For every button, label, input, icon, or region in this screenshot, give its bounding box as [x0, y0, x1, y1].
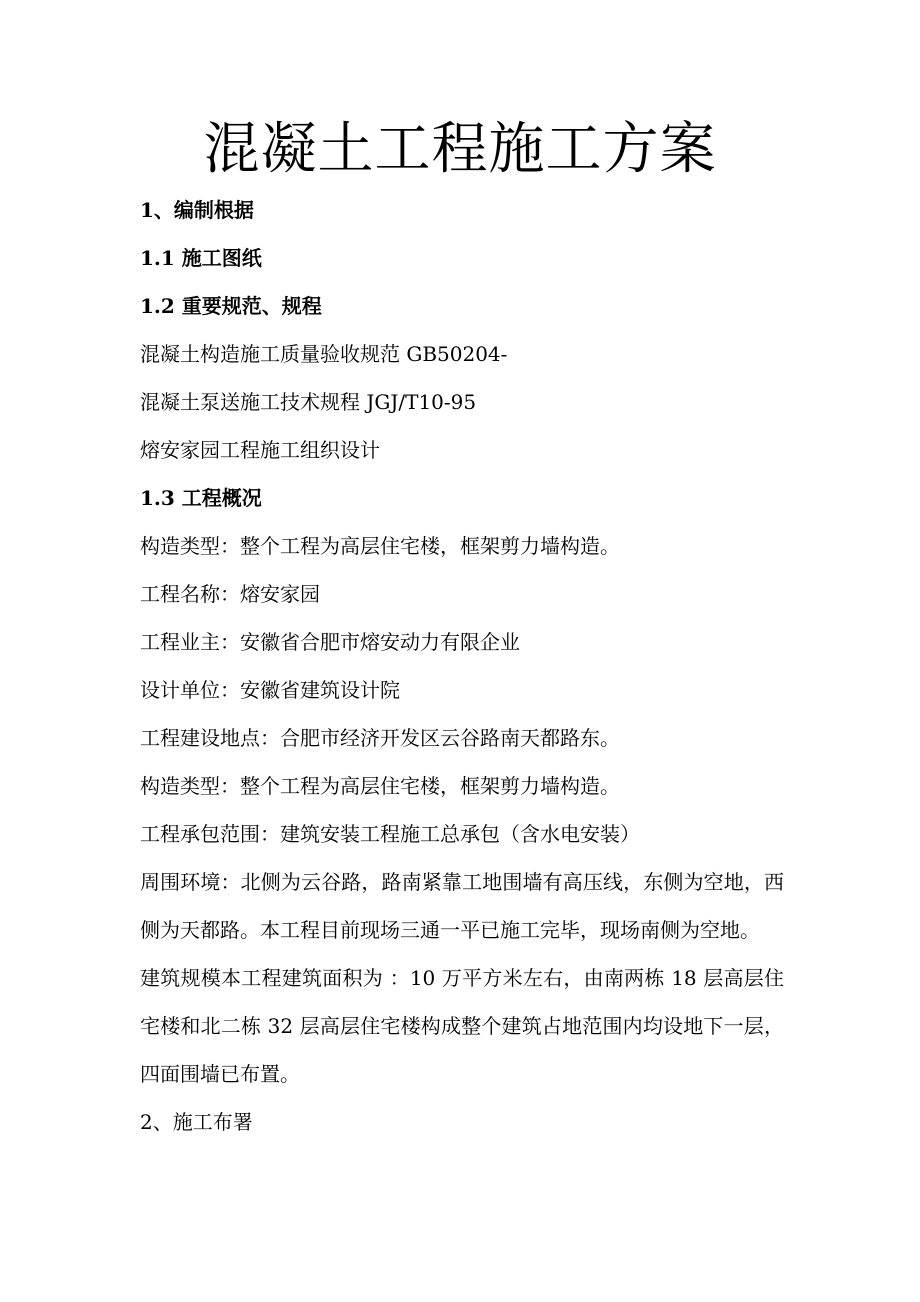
- spec-item-3: 熔安家园工程施工组织设计: [140, 438, 380, 462]
- section-heading-2: 2、施工布署: [140, 1110, 253, 1134]
- subsection-heading-1-2: 1.2 重要规范、规程: [140, 294, 322, 318]
- overview-location: 工程建设地点：合肥市经济开发区云谷路南天都路东。: [140, 726, 620, 750]
- environment-paragraph: 周围环境：北侧为云谷路，路南紧靠工地围墙有高压线，东侧为空地，西侧为天都路。本工程目前现场三通一平已施工完毕，现场南侧为空地。: [140, 870, 784, 942]
- overview-contract-scope: 工程承包范围：建筑安装工程施工总承包（含水电安装）: [140, 822, 640, 846]
- scale-paragraph: 建筑规模本工程建筑面积为 ：10 万平方米左右，由南两栋 18 层高层住宅楼和北二栋 32 层高层住宅楼构成整个建筑占地范围内均设地下一层，四面围墙已布置。: [140, 966, 784, 1086]
- overview-structure-type: 构造类型：整个工程为高层住宅楼，框架剪力墙构造。: [140, 534, 620, 558]
- spec-item-1: 混凝土构造施工质量验收规范 GB50204-: [140, 342, 508, 366]
- overview-owner: 工程业主：安徽省合肥市熔安动力有限企业: [140, 630, 520, 654]
- subsection-heading-1-3: 1.3 工程概况: [140, 486, 262, 510]
- overview-project-name: 工程名称：熔安家园: [140, 582, 320, 606]
- spec-item-2: 混凝土泵送施工技术规程 JGJ/T10-95: [140, 390, 477, 414]
- document-title: 混凝土工程施工方案: [203, 117, 717, 182]
- subsection-heading-1-1: 1.1 施工图纸: [140, 246, 262, 270]
- document-body: [140, 186, 784, 1146]
- overview-structure-type-repeat: 构造类型：整个工程为高层住宅楼，框架剪力墙构造。: [140, 774, 620, 798]
- section-heading-1: 1、编制根据: [140, 198, 254, 222]
- overview-designer: 设计单位：安徽省建筑设计院: [140, 678, 400, 702]
